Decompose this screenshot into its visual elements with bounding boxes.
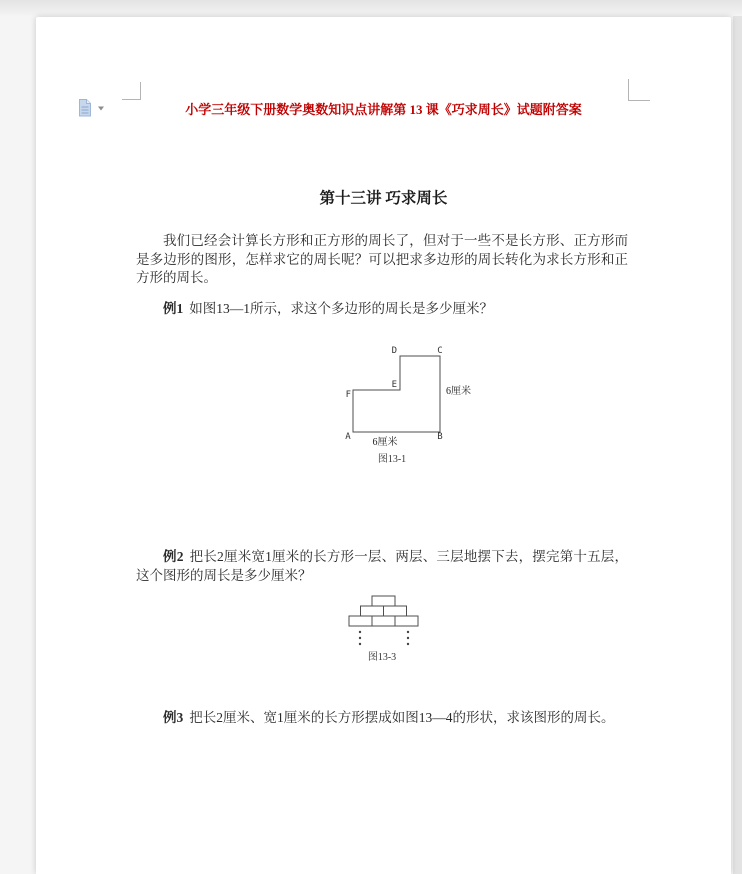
margin-mark-left [122, 82, 141, 100]
doc-title: 小学三年级下册数学奥数知识点讲解第 13 课《巧求周长》试题附答案 [185, 102, 582, 117]
example-3-label: 例3 [163, 710, 184, 725]
vertex-label-d: D [391, 346, 397, 356]
example-3-text: 把长2厘米、宽1厘米的长方形摆成如图13—4的形状，求该图形的周长。 [189, 710, 615, 725]
example-2-text: 把长2厘米宽1厘米的长方形一层、两层、三层地摆下去，摆完第十五层，这个图形的周长是多少厘米？ [136, 549, 629, 583]
right-gutter [733, 0, 742, 874]
ellipsis-dots-right [407, 631, 409, 645]
figure-13-3[interactable] [340, 592, 430, 667]
document-page[interactable] [36, 17, 731, 874]
top-band [0, 0, 742, 16]
example-3-paragraph [136, 709, 628, 728]
l-shape-polygon [353, 356, 440, 432]
vertex-label-f: F [345, 390, 351, 400]
vertex-label-e: E [391, 380, 397, 390]
ellipsis-dots-left [359, 631, 361, 645]
figure-13-1-caption: 图13-1 [377, 454, 407, 465]
brick-pyramid [349, 596, 418, 626]
vertex-label-c: C [437, 346, 443, 356]
side-label-right: 6厘米 [446, 386, 471, 397]
vertex-label-b: B [437, 432, 443, 442]
figure-13-3-caption: 图13-3 [367, 652, 397, 663]
section-heading: 第十三讲 巧求周长 [319, 190, 448, 207]
example-1-paragraph [136, 300, 628, 319]
figure-13-1[interactable] [330, 342, 480, 467]
vertex-label-a: A [345, 432, 351, 442]
example-1-text: 如图13—1所示，求这个多边形的周长是多少厘米？ [189, 301, 493, 316]
margin-mark-right [628, 79, 650, 101]
example-2-paragraph [136, 548, 628, 585]
side-label-bottom: 6厘米 [372, 437, 398, 448]
example-1-label: 例1 [163, 301, 184, 316]
intro-paragraph: 我们已经会计算长方形和正方形的周长了，但对于一些不是长方形、正方形而是多边形的图形，怎样求它的周长呢？可以把求多边形的周长转化为求长方形和正方形的周长。 [136, 233, 628, 285]
example-2-label: 例2 [163, 549, 184, 564]
